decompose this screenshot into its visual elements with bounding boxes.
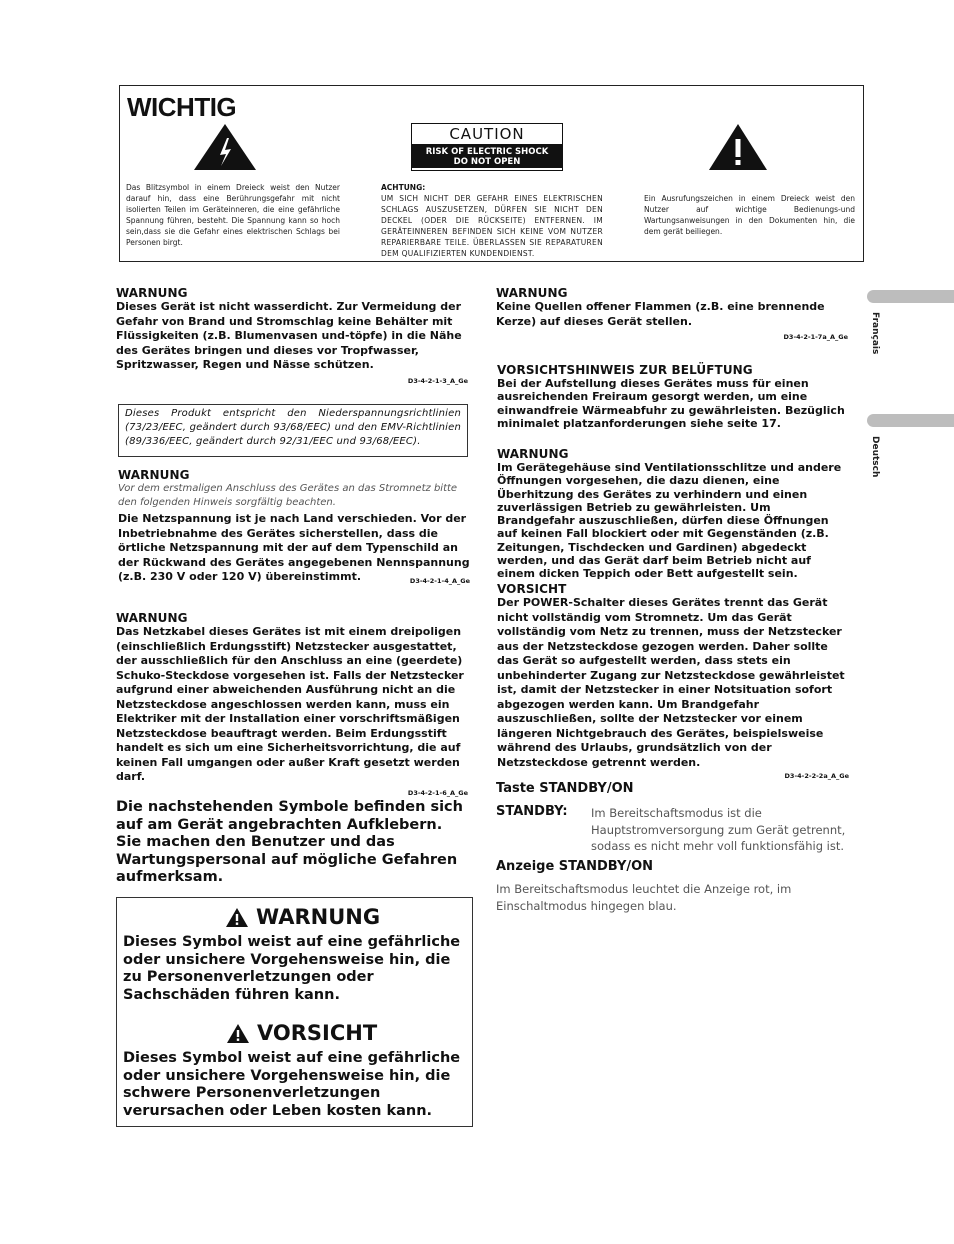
- warning-box-text: Dieses Symbol weist auf eine gefährliche oder unsichere Vorgehensweise hin, die zu Personenverletzungen oder Sachschäden führen kann.: [123, 934, 461, 1003]
- standby-label: STANDBY:: [496, 804, 568, 819]
- lightning-note: Das Blitzsymbol in einem Dreieck weist den Nutzer darauf hin, dass eine Berührungsgefahr mit nicht isolierten Teilen im Geräteinneren, die eine gefährliche Spannung führen, besteht. Die Spannung kann so hoch sein,dass sie die Gefahr eines elektrischen Schlags bei Personen birgt.: [126, 183, 340, 247]
- caution-line2: DO NOT OPEN: [453, 157, 521, 167]
- warning-4-code: D3-4-2-1-7a_A_Ge: [783, 333, 848, 341]
- indicator-text: Im Bereitschaftsmodus leuchtet die Anzeige rot, im Einschaltmodus hingegen blau.: [496, 882, 792, 913]
- warning-2-code: D3-4-2-1-4_A_Ge: [409, 576, 470, 585]
- warning-2-note: Vor dem erstmaligen Anschluss des Gerätes an das Stromnetz bitte den folgenden Hinweis sorgfältig beachten.: [118, 483, 458, 508]
- warning-1-heading: WARNUNG: [116, 286, 188, 300]
- standby-text: Im Bereitschaftsmodus ist die Hauptstromversorgung zum Gerät getrennt, sodass es nicht mehr voll funktionsfähig ist.: [591, 806, 846, 853]
- caution-text: Der POWER-Schalter dieses Gerätes trennt das Gerät nicht vollständig vom Stromnetz. Um das Gerät vollständig vom Netz zu trennen, muss der Netzstecker aus der Netzsteckdose gezogen werden. Daher sollte das Gerät so aufgestellt werden, dass stets ein unbehinderter Zugang zur Netzsteckdose gewährleistet ist, damit der Netzstecker in einer Notsituation sofort abgezogen werden kann. Um Brandgefahr auszuschließen, sollte der Netzstecker vor einem längeren Nichtgebrauch des Gerätes, beispielsweise während des Urlaubs, grundsätzlich von der Netzsteckdose getrennt werden.: [497, 596, 845, 769]
- caution-line1: RISK OF ELECTRIC SHOCK: [425, 147, 549, 157]
- ventilation-text: Bei der Aufstellung dieses Gerätes muss für einen ausreichenden Freiraum gesorgt werden, um eine einwandfreie Wärmeabfuhr zu gewährleisten. Bezüglich minimalet platzanforderungen siehe seite 17.: [497, 377, 845, 430]
- caution-code: D3-4-2-2-2a_A_Ge: [784, 772, 849, 780]
- caution-box-title: VORSICHT: [257, 1021, 378, 1045]
- warning-2-text: Die Netzspannung ist je nach Land verschieden. Vor der Inbetriebnahme des Gerätes sicherstellen, dass die örtliche Netzspannung mit der auf dem Typenschild an der Rückwand des Gerätes angegebenen Nennspannung (z.B. 230 V oder 120 V) übereinstimmt.: [118, 512, 470, 583]
- warning-box-title: WARNUNG: [256, 905, 381, 929]
- warning-5-heading: WARNUNG: [497, 447, 569, 461]
- caution-badge: [411, 123, 563, 171]
- warning-4-text: Keine Quellen offener Flammen (z.B. eine brennende Kerze) auf dieses Gerät stellen.: [496, 300, 825, 328]
- warning-5-text: Im Gerätegehäuse sind Ventilationsschlitze und andere Öffnungen vorgesehen, die dazu dienen, eine Überhitzung des Gerätes zu verhindern und einen zuverlässigen Betrieb zu gewährleisten. Um Brandgefahr auszuschließen, dürfen diese Öffnungen auf keinen Fall blockiert oder mit Gegenständen (z.B. Zeitungen, Tischdecken und Gardinen) abgedeckt werden, und das Gerät darf beim Betrieb nicht auf einem dicken Teppich oder Bett aufgestellt sein.: [497, 461, 842, 581]
- achtung-text: UM SICH NICHT DER GEFAHR EINES ELEKTRISCHEN SCHLAGS AUSZUSETZEN, DÜRFEN SIE NICHT DEN DECKEL (ODER DIE RÜCKSEITE) ENTFERNEN. IM GERÄTEINNEREN BEFINDEN SICH KEINE VOM NUTZER REPARIERBARE TEILE. ÜBERLASSEN SIE REPARATUREN DEM QUALIFIZIERTEN KUNDENDIENST.: [381, 194, 603, 258]
- warning-4-heading: WARNUNG: [496, 286, 568, 300]
- tab-deutsch-marker: [867, 414, 954, 427]
- symbols-intro: Die nachstehenden Symbole befinden sich auf am Gerät angebrachten Aufklebern. Sie machen den Benutzer und das Wartungspersonal auf mögliche Gefahren aufmerksam.: [116, 799, 463, 885]
- warning-3-code: D3-4-2-1-6_A_Ge: [407, 788, 468, 797]
- symbol-legend-box: [116, 897, 473, 1127]
- warning-2-heading: WARNUNG: [118, 468, 190, 482]
- warning-1-code: D3-4-2-1-3_A_Ge: [407, 376, 468, 385]
- indicator-heading: Anzeige STANDBY/ON: [496, 859, 654, 874]
- standby-heading: Taste STANDBY/ON: [496, 781, 634, 796]
- tab-deutsch-label[interactable]: Deutsch: [870, 436, 880, 478]
- caution-triangle-icon: [226, 1023, 250, 1044]
- caution-title: CAUTION: [412, 124, 562, 144]
- achtung-heading: ACHTUNG:: [381, 183, 426, 192]
- warning-1-text: Dieses Gerät ist nicht wasserdicht. Zur Vermeidung der Gefahr von Brand und Stromschlag keine Behälter mit Flüssigkeiten (z.B. Blumenvasen und-töpfe) in die Nähe des Gerätes bringen und dieses vor Tropfwasser, Spritzwasser, Regen und Nässe schützen.: [116, 300, 462, 371]
- warning-triangle-icon: [225, 907, 249, 928]
- tab-francais-label[interactable]: Français: [870, 312, 880, 355]
- warning-3-heading: WARNUNG: [116, 611, 188, 625]
- exclamation-triangle-icon: [707, 122, 769, 172]
- directive-box: [118, 404, 468, 457]
- warning-3-text: Das Netzkabel dieses Gerätes ist mit einem dreipoligen (einschließlich Erdungsstift) Netzstecker ausgestattet, der ausschließlich für den Anschluss an eine (geerdete) Schuko-Steckdose vorgesehen ist. Falls der Netzstecker aufgrund einer abweichenden Ausführung nicht an die Netzsteckdose angeschlossen werden kann, muss ein Elektriker mit der Installation einer vorschriftsmäßigen Netzsteckdose beauftragt werden. Beim Erdungsstift handelt es sich um eine Sicherheitsvorrichtung, die auf keinen Fall umgangen oder außer Kraft gesetzt werden darf.: [116, 625, 464, 783]
- lightning-triangle-icon: [192, 122, 258, 172]
- tab-francais-marker: [867, 290, 954, 303]
- directive-text: Dieses Produkt entspricht den Niederspannungsrichtlinien (73/23/EEC, geändert durch 93/68/EEC) und den EMV-Richtlinien (89/336/EEC, geändert durch 92/31/EEC und 93/68/EEC).: [125, 408, 461, 447]
- caution-heading: VORSICHT: [497, 582, 567, 596]
- ventilation-heading: VORSICHTSHINWEIS ZUR BELÜFTUNG: [497, 363, 753, 377]
- important-title: WICHTIG: [127, 92, 237, 122]
- exclamation-note: Ein Ausrufungszeichen in einem Dreieck weist den Nutzer auf wichtige Bedienungs-und Wartungsanweisungen in den Dokumenten hin, die dem gerät beiliegen.: [644, 194, 855, 236]
- caution-box-text: Dieses Symbol weist auf eine gefährliche oder unsichere Vorgehensweise hin, die schwere Personenverletzungen verursachen oder Leben kosten kann.: [123, 1050, 461, 1119]
